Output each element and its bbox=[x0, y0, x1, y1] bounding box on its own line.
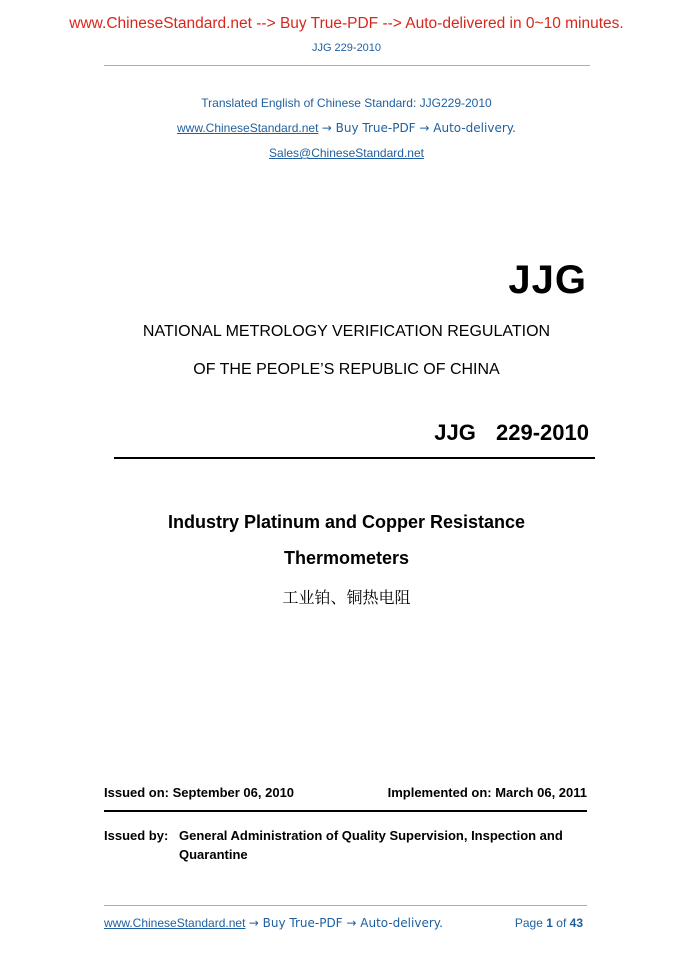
translation-notice: Translated English of Chinese Standard: JJG229-2010 bbox=[201, 96, 492, 110]
header-divider bbox=[104, 65, 590, 66]
of-label: of bbox=[556, 916, 567, 930]
page-number: 1 bbox=[546, 916, 553, 930]
regulation-title-line1: NATIONAL METROLOGY VERIFICATION REGULATION bbox=[142, 323, 551, 340]
email-link[interactable]: Sales@ChineseStandard.net bbox=[269, 146, 424, 160]
issued-by-label: Issued by: bbox=[104, 828, 169, 843]
implemented-on: Implemented on: March 06, 2011 bbox=[387, 785, 587, 800]
purchase-text: → Buy True-PDF → Auto-delivery. bbox=[321, 121, 516, 135]
page-total: 43 bbox=[569, 916, 583, 930]
document-title-line2: Thermometers bbox=[283, 548, 410, 568]
jjg-logo: JJG bbox=[508, 258, 587, 302]
issued-by-value: General Administration of Quality Supervision, Inspection and Quarantine bbox=[179, 828, 563, 862]
footer-divider bbox=[104, 905, 587, 906]
issue-divider bbox=[104, 810, 587, 812]
footer-purchase-text: → Buy True-PDF → Auto-delivery. bbox=[248, 916, 443, 930]
document-title-chinese: 工业铂、铜热电阻 bbox=[282, 590, 411, 607]
standard-code: JJG 229-2010 bbox=[434, 420, 589, 445]
footer-links bbox=[104, 916, 443, 930]
page-indicator bbox=[515, 916, 583, 930]
header-standard-code: JJG 229-2010 bbox=[311, 42, 382, 54]
footer-site-link[interactable]: www.ChineseStandard.net bbox=[104, 916, 246, 930]
issued-on: Issued on: September 06, 2010 bbox=[104, 785, 295, 800]
purchase-line bbox=[0, 121, 693, 135]
title-divider bbox=[114, 457, 595, 459]
page-label: Page bbox=[514, 916, 543, 930]
email-line bbox=[0, 146, 693, 160]
document-title-line1: Industry Platinum and Copper Resistance bbox=[167, 512, 526, 532]
regulation-title-line2: OF THE PEOPLE’S REPUBLIC OF CHINA bbox=[193, 361, 500, 378]
top-banner[interactable]: www.ChineseStandard.net --> Buy True-PDF --> Auto-delivered in 0~10 minutes. bbox=[69, 15, 624, 32]
site-link[interactable]: www.ChineseStandard.net bbox=[177, 121, 319, 135]
